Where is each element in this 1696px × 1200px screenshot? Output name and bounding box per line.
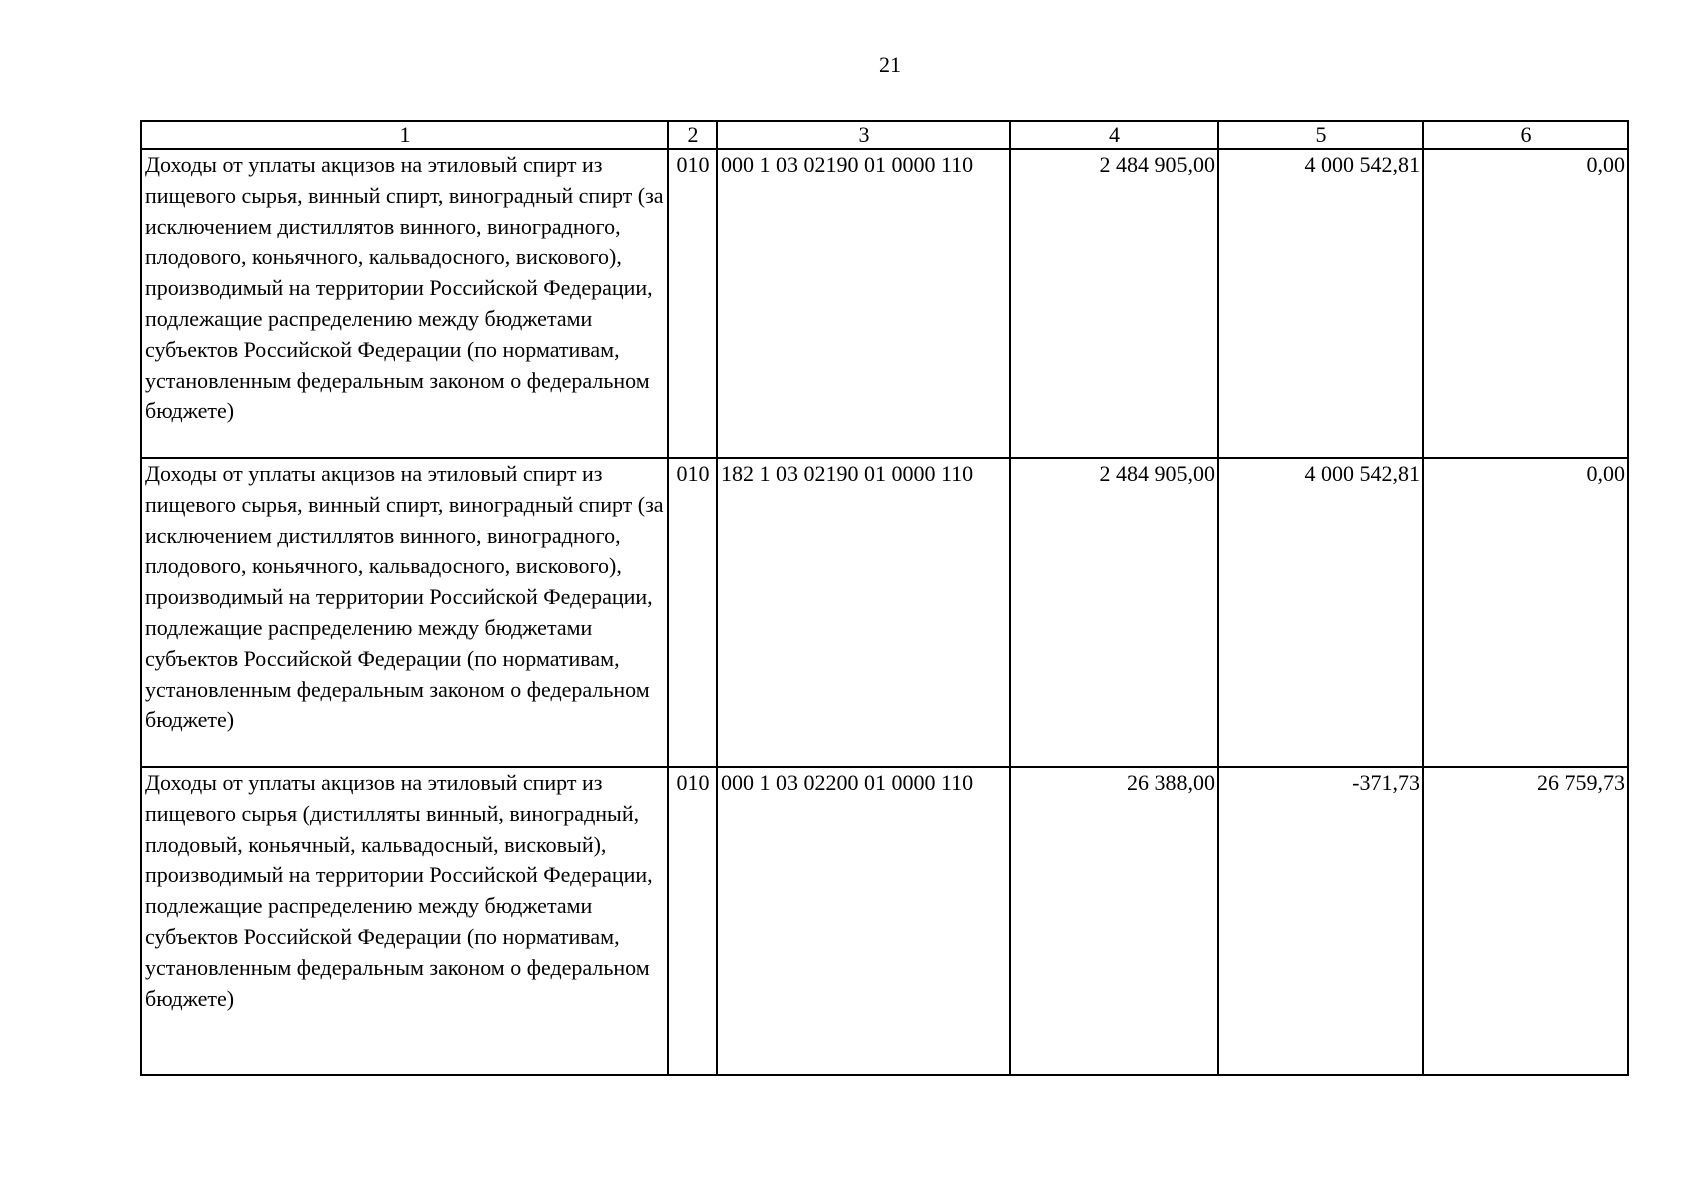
column-header: 6 <box>1423 121 1628 149</box>
budget-classification-code: 000 1 03 02190 01 0000 110 <box>717 149 1010 458</box>
budget-classification-code: 182 1 03 02190 01 0000 110 <box>717 458 1010 767</box>
column-header: 1 <box>141 121 668 149</box>
admin-code: 010 <box>668 767 717 1075</box>
amount-col6: 26 759,73 <box>1423 767 1628 1075</box>
admin-code: 010 <box>668 149 717 458</box>
table-header-row <box>141 121 1628 149</box>
table-row <box>141 767 1628 1075</box>
admin-code: 010 <box>668 458 717 767</box>
budget-classification-code: 000 1 03 02200 01 0000 110 <box>717 767 1010 1075</box>
amount-col5: 4 000 542,81 <box>1218 458 1423 767</box>
column-header: 3 <box>717 121 1010 149</box>
amount-col6: 0,00 <box>1423 149 1628 458</box>
amount-col4: 2 484 905,00 <box>1010 458 1218 767</box>
revenue-table <box>140 120 1629 1076</box>
column-header: 2 <box>668 121 717 149</box>
page-number: 21 <box>879 52 901 77</box>
amount-col4: 26 388,00 <box>1010 767 1218 1075</box>
amount-col4: 2 484 905,00 <box>1010 149 1218 458</box>
income-description: Доходы от уплаты акцизов на этиловый спирт из пищевого сырья, винный спирт, виноградный спирт (за исключением дистиллятов винного, виноградного, плодового, коньячного, кальвадосного, вискового), производимый на территории Российской Федерации, подлежащие распределению между бюджетами субъектов Российской Федерации (по нормативам, установленным федеральным законом о федеральном бюджете) <box>141 149 668 458</box>
column-header: 5 <box>1218 121 1423 149</box>
column-header: 4 <box>1010 121 1218 149</box>
amount-col6: 0,00 <box>1423 458 1628 767</box>
income-description: Доходы от уплаты акцизов на этиловый спирт из пищевого сырья (дистилляты винный, виноградный, плодовый, коньячный, кальвадосный, висковый), производимый на территории Российской Федерации, подлежащие распределению между бюджетами субъектов Российской Федерации (по нормативам, установленным федеральным законом о федеральном бюджете) <box>141 767 668 1075</box>
table-row <box>141 458 1628 767</box>
table-row <box>141 149 1628 458</box>
income-description: Доходы от уплаты акцизов на этиловый спирт из пищевого сырья, винный спирт, виноградный спирт (за исключением дистиллятов винного, виноградного, плодового, коньячного, кальвадосного, вискового), производимый на территории Российской Федерации, подлежащие распределению между бюджетами субъектов Российской Федерации (по нормативам, установленным федеральным законом о федеральном бюджете) <box>141 458 668 767</box>
amount-col5: -371,73 <box>1218 767 1423 1075</box>
amount-col5: 4 000 542,81 <box>1218 149 1423 458</box>
